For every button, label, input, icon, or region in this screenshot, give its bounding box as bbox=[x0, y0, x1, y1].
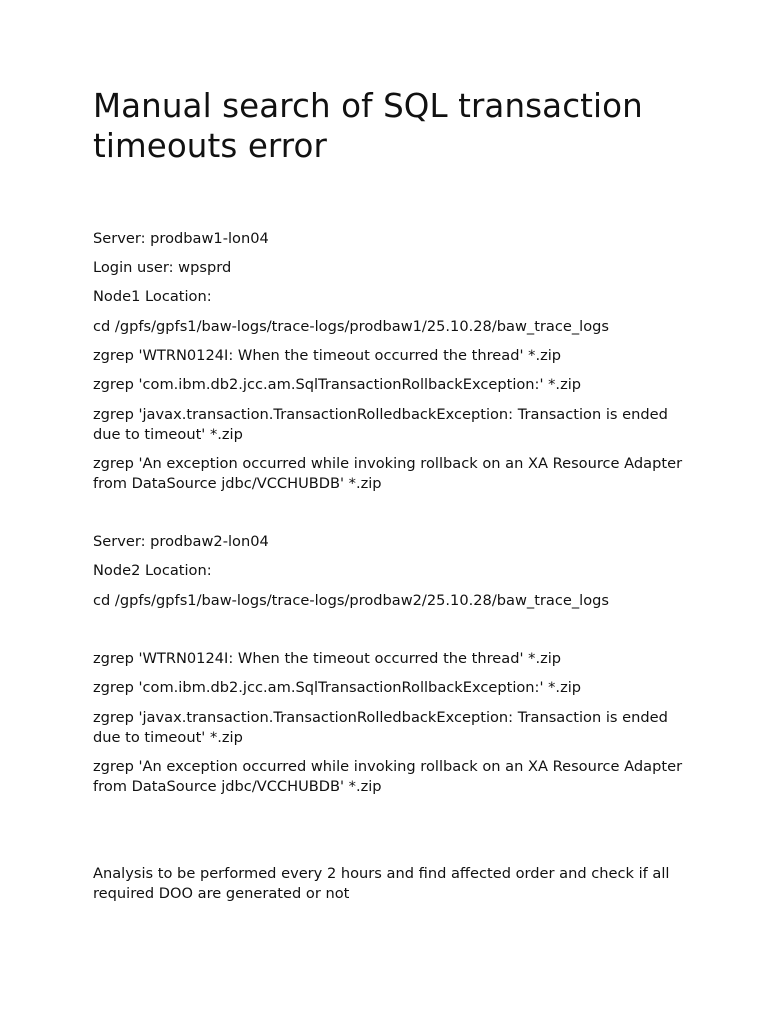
node1-cd-command: cd /gpfs/gpfs1/baw-logs/trace-logs/prodbaw1/25.10.28/baw_trace_logs bbox=[93, 318, 610, 335]
node1-zgrep-command: zgrep 'WTRN0124I: When the timeout occurred the thread' *.zip bbox=[93, 347, 562, 364]
node1-zgrep-command: zgrep 'An exception occurred while invoking rollback on an XA Resource Adapter from DataSource jdbc/VCCHUBDB' *.zip bbox=[93, 455, 683, 492]
node2-zgrep-command: zgrep 'javax.transaction.TransactionRolledbackException: Transaction is ended due to timeout' *.zip bbox=[93, 709, 668, 746]
node2-zgrep-command: zgrep 'An exception occurred while invoking rollback on an XA Resource Adapter from DataSource jdbc/VCCHUBDB' *.zip bbox=[93, 758, 683, 795]
node2-cd-command: cd /gpfs/gpfs1/baw-logs/trace-logs/prodbaw2/25.10.28/baw_trace_logs bbox=[93, 592, 610, 609]
node1-zgrep-command: zgrep 'javax.transaction.TransactionRolledbackException: Transaction is ended due to timeout' *.zip bbox=[93, 406, 668, 443]
node2-location-label: Node2 Location: bbox=[93, 562, 212, 579]
node1-location-label: Node1 Location: bbox=[93, 288, 212, 305]
analysis-note: Analysis to be performed every 2 hours and find affected order and check if all required DOO are generated or not bbox=[93, 865, 670, 902]
node2-zgrep-command: zgrep 'WTRN0124I: When the timeout occurred the thread' *.zip bbox=[93, 650, 562, 667]
node1-zgrep-command: zgrep 'com.ibm.db2.jcc.am.SqlTransactionRollbackException:' *.zip bbox=[93, 376, 582, 393]
node2-server: Server: prodbaw2-lon04 bbox=[93, 533, 269, 550]
node1-login-user: Login user: wpsprd bbox=[93, 259, 232, 276]
node1-server: Server: prodbaw1-lon04 bbox=[93, 230, 269, 247]
document-title: Manual search of SQL transaction timeouts error bbox=[93, 87, 643, 165]
document-page bbox=[93, 0, 683, 1024]
node2-zgrep-command: zgrep 'com.ibm.db2.jcc.am.SqlTransactionRollbackException:' *.zip bbox=[93, 679, 582, 696]
